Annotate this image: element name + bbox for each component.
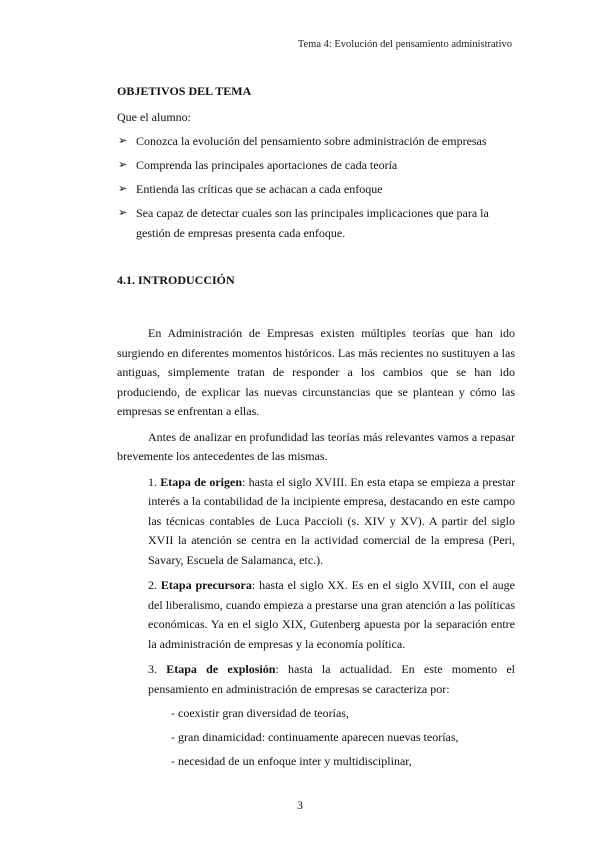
objective-text: Entienda las críticas que se achacan a cada enfoque <box>136 182 383 196</box>
list-item <box>117 131 515 151</box>
intro-paragraph: En Administración de Empresas existen múltiples teorías que han ido surgiendo en diferentes momentos históricos. Las más recientes no sustituyen a las antiguas, simplemente tratan de responder a los cambios que se han ido produciendo, de explicar las nuevas circunstancias que se plantean y cómo las empresas se enfrentan a ellas. <box>117 326 515 418</box>
list-item <box>117 203 515 243</box>
characteristics-list <box>171 703 515 771</box>
list-item: - coexistir gran diversidad de teorías, <box>171 706 349 720</box>
page-number: 3 <box>297 798 303 812</box>
arrow-bullet-icon: ➢ <box>118 159 128 171</box>
stage-text: : hasta el siglo XVIII. En esta etapa se empieza a prestar interés a la contabilidad de la incipiente empresa, destacando en este campo las técnicas contables de Luca Paccioli (s. XIV y XV). A partir del siglo XVII la atención se centra en la actividad comercial de la empresa (Peri, Savary, Escuela de Salamanca, etc.). <box>148 474 515 567</box>
stage-precursor <box>148 576 515 654</box>
page-content <box>117 84 515 775</box>
stage-number: 1. <box>148 474 157 489</box>
stage-origin <box>148 473 515 571</box>
objectives-intro: Que el alumno: <box>117 110 191 124</box>
list-item: - necesidad de un enfoque inter y multidisciplinar, <box>171 754 412 768</box>
running-header: Tema 4: Evolución del pensamiento administrativo <box>297 39 512 50</box>
objective-text: Sea capaz de detectar cuales son las principales implicaciones que para la gestión de empresas presenta cada enfoque. <box>136 206 489 240</box>
stage-name: Etapa precursora <box>160 578 252 592</box>
intro-paragraph: Antes de analizar en profundidad las teorías más relevantes vamos a repasar brevemente los antecedentes de las mismas. <box>117 429 515 463</box>
stage-number: 2. <box>148 578 157 592</box>
stage-name: Etapa de explosión <box>166 662 276 676</box>
list-item <box>117 179 515 199</box>
stage-name: Etapa de origen <box>160 474 243 489</box>
list-item <box>117 155 515 175</box>
stage-text: : hasta el siglo XX. Es en el siglo XVIII, con el auge del liberalismo, cuando empieza a prestarse una gran atención a las políticas económicas. Ya en el siglo XIX, Gutenberg apuesta por la separación entre la administración de empresas y la economía política. <box>148 578 516 651</box>
list-item: - gran dinamicidad: continuamente aparecen nuevas teorías, <box>171 730 459 744</box>
objectives-list <box>117 131 515 243</box>
objective-text: Comprenda las principales aportaciones de cada teoría <box>136 158 398 172</box>
stage-number: 3. <box>148 662 157 676</box>
stage-text: : hasta la actualidad. En este momento el pensamiento en administración de empresas se caracteriza por: <box>148 662 516 696</box>
section-title: 4.1. INTRODUCCIÓN <box>117 273 235 287</box>
objective-text: Conozca la evolución del pensamiento sobre administración de empresas <box>136 134 487 148</box>
arrow-bullet-icon: ➢ <box>118 183 128 195</box>
arrow-bullet-icon: ➢ <box>118 207 128 219</box>
stage-explosion <box>148 660 515 699</box>
objectives-title: OBJETIVOS DEL TEMA <box>117 84 252 98</box>
arrow-bullet-icon: ➢ <box>118 135 128 147</box>
